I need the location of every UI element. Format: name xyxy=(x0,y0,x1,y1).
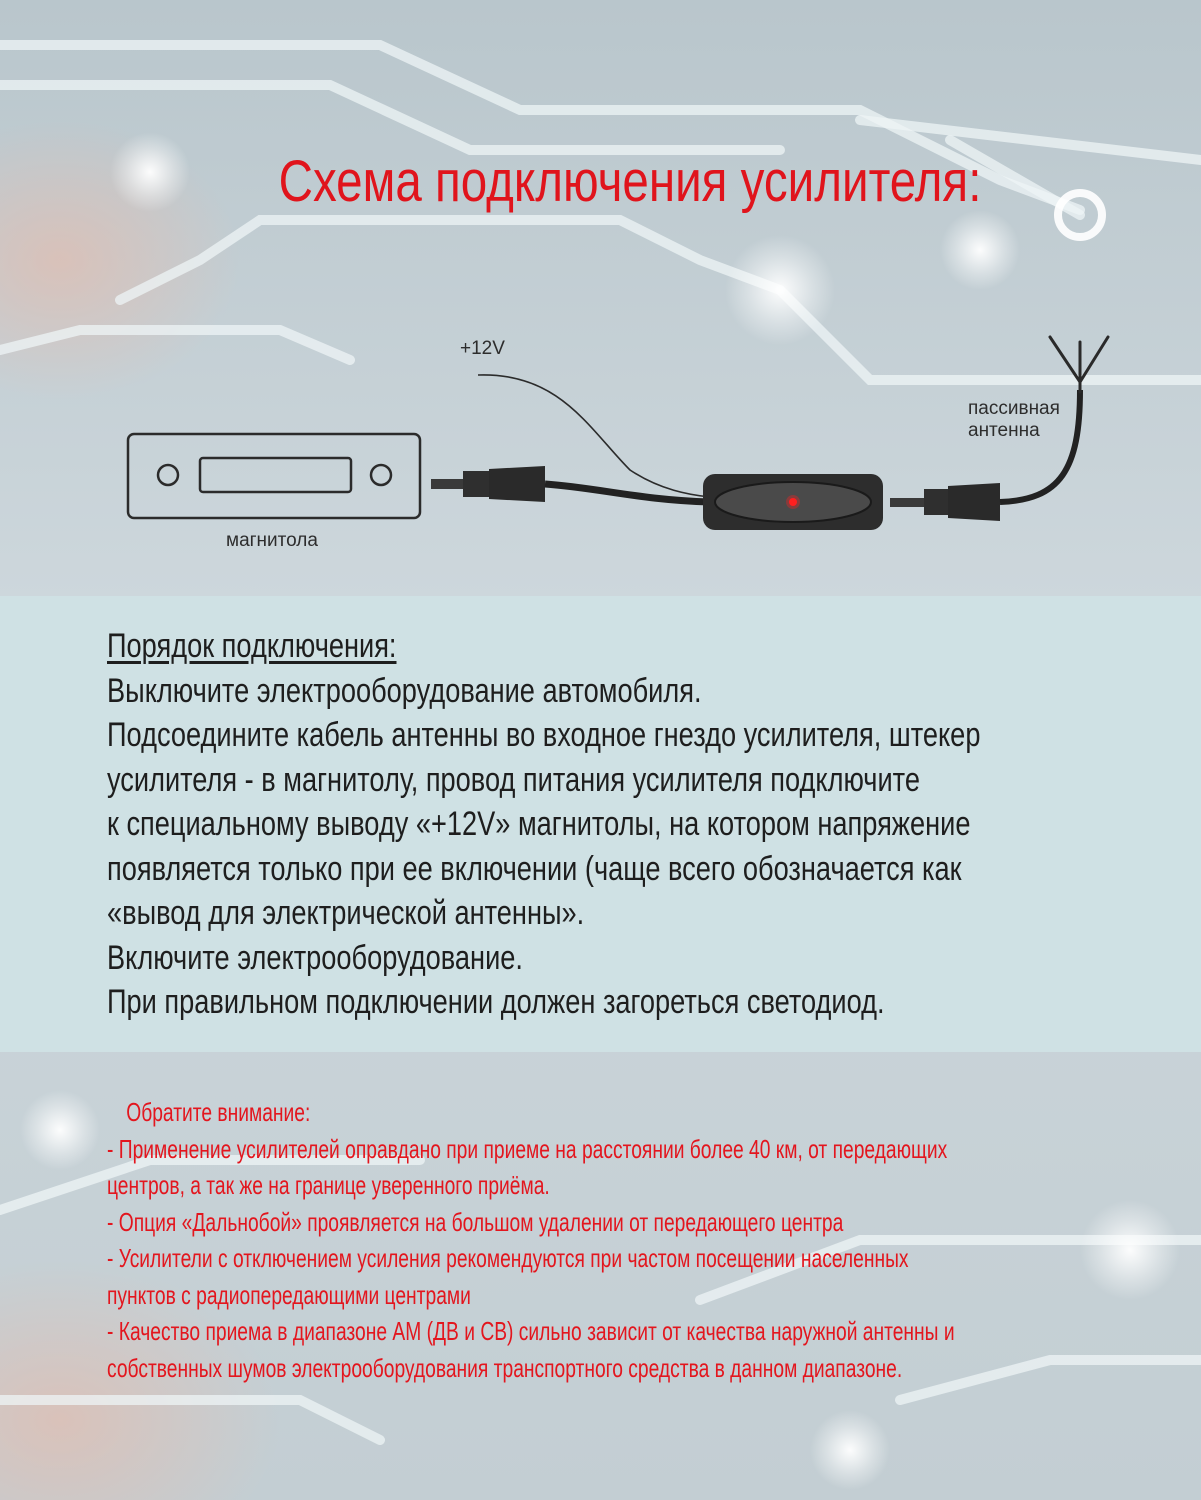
instruction-line: Подсоедините кабель антенны во входное гнездо усилителя, штекер xyxy=(107,716,981,754)
page-title: Схема подключения усилителя: xyxy=(278,149,982,214)
connection-diagram xyxy=(0,320,1201,580)
note-line: центров, а так же на границе уверенного приёма. xyxy=(107,1170,550,1200)
input-plug-icon xyxy=(890,483,1000,521)
antenna-label: пассивная антенна xyxy=(968,398,1060,441)
notes-heading: Обратите внимание: xyxy=(126,1097,311,1127)
instruction-line: Включите электрооборудование. xyxy=(107,938,523,977)
instruction-line: усилителя - в магнитолу, провод питания усилителя подключите xyxy=(107,760,920,799)
note-line: - Качество приема в диапазоне АМ (ДВ и СВ) сильно зависит от качества наружной антенны и xyxy=(107,1316,955,1346)
instruction-line: Выключите электрооборудование автомобиля. xyxy=(107,671,702,710)
notes xyxy=(107,1094,1143,1386)
output-plug-icon xyxy=(431,466,545,502)
radio-label: магнитола xyxy=(226,530,318,551)
instruction-line: появляется только при ее включении (чаще всего обозначается как xyxy=(107,849,962,888)
antenna-icon xyxy=(1050,337,1108,392)
instruction-line: к специальному выводу «+12V» магнитолы, на котором напряжение xyxy=(107,805,971,843)
note-line: собственных шумов электрооборудования транспортного средства в данном диапазоне. xyxy=(107,1352,903,1383)
note-line: - Усилители с отключением усиления рекомендуются при частом посещении населенных xyxy=(107,1243,909,1273)
note-line: - Применение усилителей оправдано при приеме на расстоянии более 40 км, от передающих xyxy=(107,1133,948,1164)
power-label: +12V xyxy=(460,338,505,359)
instructions xyxy=(107,624,1099,1025)
instruction-line: При правильном подключении должен загореться светодиод. xyxy=(107,983,885,1021)
note-line: - Опция «Дальнобой» проявляется на большом удалении от передающего центра xyxy=(107,1206,844,1237)
note-line: пунктов с радиопередающими центрами xyxy=(107,1279,471,1310)
amplifier-icon xyxy=(703,474,883,530)
instructions-heading: Порядок подключения: xyxy=(107,627,397,665)
instruction-line: «вывод для электрической антенны». xyxy=(107,894,585,932)
head-unit-icon xyxy=(128,434,420,518)
